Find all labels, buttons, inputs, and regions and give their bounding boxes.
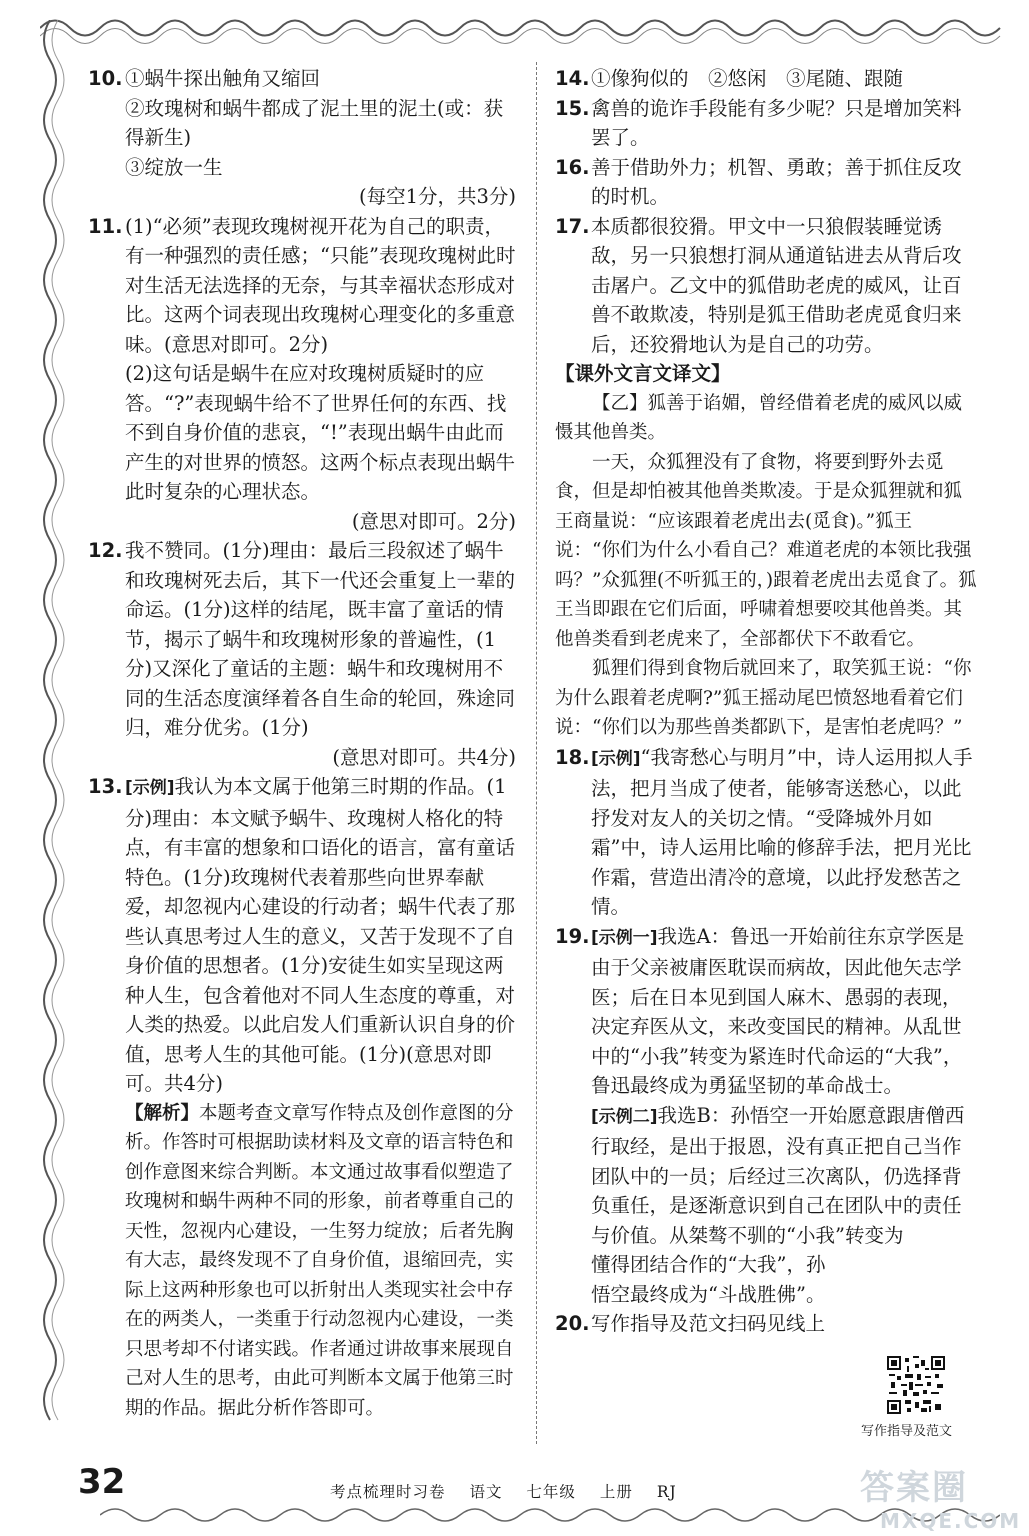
answer-paragraph [591, 922, 977, 1101]
answer-18 [555, 743, 977, 922]
answer-line: ③绽放一生 [125, 155, 223, 179]
score-note: (意思对即可。共4分) [332, 745, 516, 769]
answer-13 [88, 772, 516, 1423]
example-tag: [示例] [125, 778, 175, 798]
watermark-url: MXQE.COM [880, 1509, 1022, 1533]
answer-paragraph: (2)这句话是蜗牛在应对玫瑰树质疑时的应答。“?”表现蜗牛给不了世界任何的东西、找不到自身价值的悲哀，“!”表现出蜗牛由此而产生的对世界的愤怒。这两个标点表现出蜗牛此时复杂的心理状态。 [125, 362, 516, 503]
translation-heading: 【课外文言文译文】 [555, 362, 731, 385]
question-number: 14. [555, 67, 590, 90]
question-number: 11. [88, 214, 123, 238]
footer-edition: RJ [656, 1483, 677, 1501]
score-note: (意思对即可。2分) [351, 509, 516, 533]
question-number: 12. [88, 539, 123, 562]
example-tag: [示例一] [591, 927, 658, 948]
example-tag: [示例] [591, 748, 641, 769]
footer-subject: 语文 [469, 1483, 503, 1501]
answer-19 [555, 922, 977, 1310]
answer-text: 本质都很狡猾。甲文中一只狼假装睡觉诱敌，另一只狼想打洞从通道钻进去从背后攻击屠户。乙文中的狐借助老虎的威风，让百兽不敢欺凌，特别是狐王借助老虎觅食归来后，还狡猾地认为是自己的功劳。 [591, 214, 962, 356]
answer-text: 写作指导及范文扫码见线上 [591, 1312, 826, 1335]
question-number: 15. [555, 96, 590, 120]
page-footer [330, 1480, 695, 1502]
analysis-tag: 【解析】 [125, 1102, 200, 1124]
example-tag: [示例二] [591, 1106, 658, 1127]
answer-text: ①像狗似的 ②悠闲 ③尾随、跟随 [591, 67, 904, 90]
question-number: 13. [88, 775, 123, 798]
answer-line: 懂得团结合作的“大我”，孙 [591, 1253, 826, 1276]
question-number: 16. [555, 155, 590, 179]
answer-line: 悟空最终成为“斗战胜佛”。 [591, 1282, 826, 1306]
question-number: 10. [88, 67, 123, 90]
answer-14 [555, 64, 977, 94]
translation-paragraph: 【乙】狐善于谄媚，曾经借着老虎的威风以威慑其他兽类。 [555, 392, 963, 443]
footer-grade: 七年级 [526, 1483, 576, 1501]
answer-paragraph [125, 772, 516, 1099]
qr-caption: 写作指导及范文 [861, 1424, 953, 1439]
question-number: 19. [555, 924, 590, 948]
analysis-paragraph [125, 1099, 516, 1424]
right-column [555, 64, 977, 1339]
answer-12 [88, 536, 516, 772]
watermark-logo [860, 1460, 1022, 1533]
answer-15 [555, 94, 977, 153]
answer-line: ①蜗牛探出触角又缩回 [125, 67, 321, 90]
answer-text: 善于借助外力；机智、勇敢；善于抓住反攻的时机。 [591, 155, 962, 208]
footer-book-title: 考点梳理时习卷 [330, 1483, 446, 1501]
answer-line: ②玫瑰树和蜗牛都成了泥土里的泥土(或：获得新生) [125, 96, 504, 149]
score-note: (每空1分，共3分) [358, 185, 516, 208]
answer-paragraph: 我不赞同。(1分)理由：最后三段叙述了蜗牛和玫瑰树死去后，其下一代还会重复上一辈的命运。(1分)这样的结尾，既丰富了童话的情节，揭示了蜗牛和玫瑰树形象的普遍性，(1分)又深化了童话的主题：蜗牛和玫瑰树用不同的生活态度演绎着各自生命的轮回，殊途同归，难分优劣。(1分) [125, 539, 516, 739]
answer-text: 禽兽的诡诈手段能有多少呢？只是增加笑料罢了。 [591, 96, 962, 149]
translation-paragraph: 一天，众狐狸没有了食物，将要到野外去觅食，但是却怕被其他兽类欺凌。于是众狐狸就和狐王商量说：“应该跟着老虎出去(觅食)。”狐王说：“你们为什么小看自己？难道老虎的本领比我强吗？”众狐狸(不听狐王的，)跟着老虎出去觅食了。狐王当即跟在它们后面，呼啸着想要咬其他兽类。其他兽类看到老虎来了，全部都伏下不敢看它。 [555, 451, 977, 650]
answer-11 [88, 212, 516, 537]
left-column [88, 64, 516, 1423]
footer-volume: 上册 [599, 1483, 633, 1501]
translation-paragraph: 狐狸们得到食物后就回来了，取笑狐王说：“你为什么跟着老虎啊?”狐王摇动尾巴愤怒地看着它们说：“你们以为那些兽类都趴下，是害怕老虎吗？” [555, 658, 972, 738]
answer-text: 我选B：孙悟空一开始愿意跟唐僧西行取经，是出于报恩，没有真正把自己当作团队中的一员；后经过三次离队，仍选择背负重任，是逐渐意识到自己在团队中的责任与价值。从桀骜不驯的“小我”转变为 [591, 1103, 965, 1247]
column-divider [536, 62, 537, 1444]
decorative-frame-left [30, 20, 70, 1440]
answer-10 [88, 64, 516, 212]
answer-text: 我认为本文属于他第三时期的作品。(1分)理由：本文赋予蜗牛、玫瑰树人格化的特点，有丰富的想象和口语化的语言，富有童话特色。(1分)玫瑰树代表着那些向世界奉献爱，却忽视内心建设的行动者；蜗牛代表了那些认真思考过人生的意义，又苦于发现不了自身价值的思想者。(1分)安徒生如实呈现这两种人生，包含着他对不同人生态度的尊重，对人类的热爱。以此启发人们重新认识自身的价值，思考人生的其他可能。(1分)(意思对即可。共4分) [125, 775, 516, 1095]
answer-20 [555, 1309, 977, 1339]
answer-17 [555, 212, 977, 743]
question-number: 18. [555, 745, 590, 769]
answer-paragraph [591, 1101, 977, 1251]
page-number: 32 [78, 1462, 126, 1502]
analysis-text: 本题考查文章写作特点及创作意图的分析。作答时可根据助读材料及文章的语言特色和创作意图来综合判断。本文通过故事看似塑造了玫瑰树和蜗牛两种不同的形象，前者尊重自己的天性，忽视内心建设，一生努力绽放；后者先胸有大志，最终发现不了自身价值，退缩回壳，实际上这两种形象也可以折射出人类现实社会中存在的两类人，一类重于行动忽视内心建设，一类只思考却不付诸实践。作者通过讲故事来展现自己对人生的思考，由此可判断本文属于他第三时期的作品。据此分析作答即可。 [125, 1102, 514, 1419]
answer-text: “我寄愁心与明月”中，诗人运用拟人手法，把月当成了使者，能够寄送愁心，以此抒发对友人的关切之情。“受降城外月如霜”中，诗人运用比喻的修辞手法，把月光比作霜，营造出清冷的意境，以此抒发愁苦之情。 [591, 745, 973, 918]
answer-paragraph: (1)“必须”表现玫瑰树视开花为自己的职责，有一种强烈的责任感；“只能”表现玫瑰树此时对生活无法选择的无奈，与其幸福状态形成对比。这两个词表现出玫瑰树心理变化的多重意味。(意思对即可。2分) [125, 214, 516, 356]
answer-16 [555, 153, 977, 212]
watermark-text: 答案圈 [860, 1468, 968, 1508]
answer-paragraph [591, 743, 977, 922]
question-number: 20. [555, 1312, 590, 1335]
question-number: 17. [555, 214, 590, 238]
answer-text: 我选A：鲁迅一开始前往东京学医是由于父亲被庸医耽误而病故，因此他矢志学医；后在日本见到国人麻木、愚弱的表现，决定弃医从文，来改变国民的精神。从乱世中的“小我”转变为紧连时代命运的“大我”，鲁迅最终成为勇猛坚韧的革命战士。 [591, 924, 965, 1097]
qr-code[interactable] [887, 1356, 945, 1414]
decorative-frame-top [40, 8, 1020, 48]
